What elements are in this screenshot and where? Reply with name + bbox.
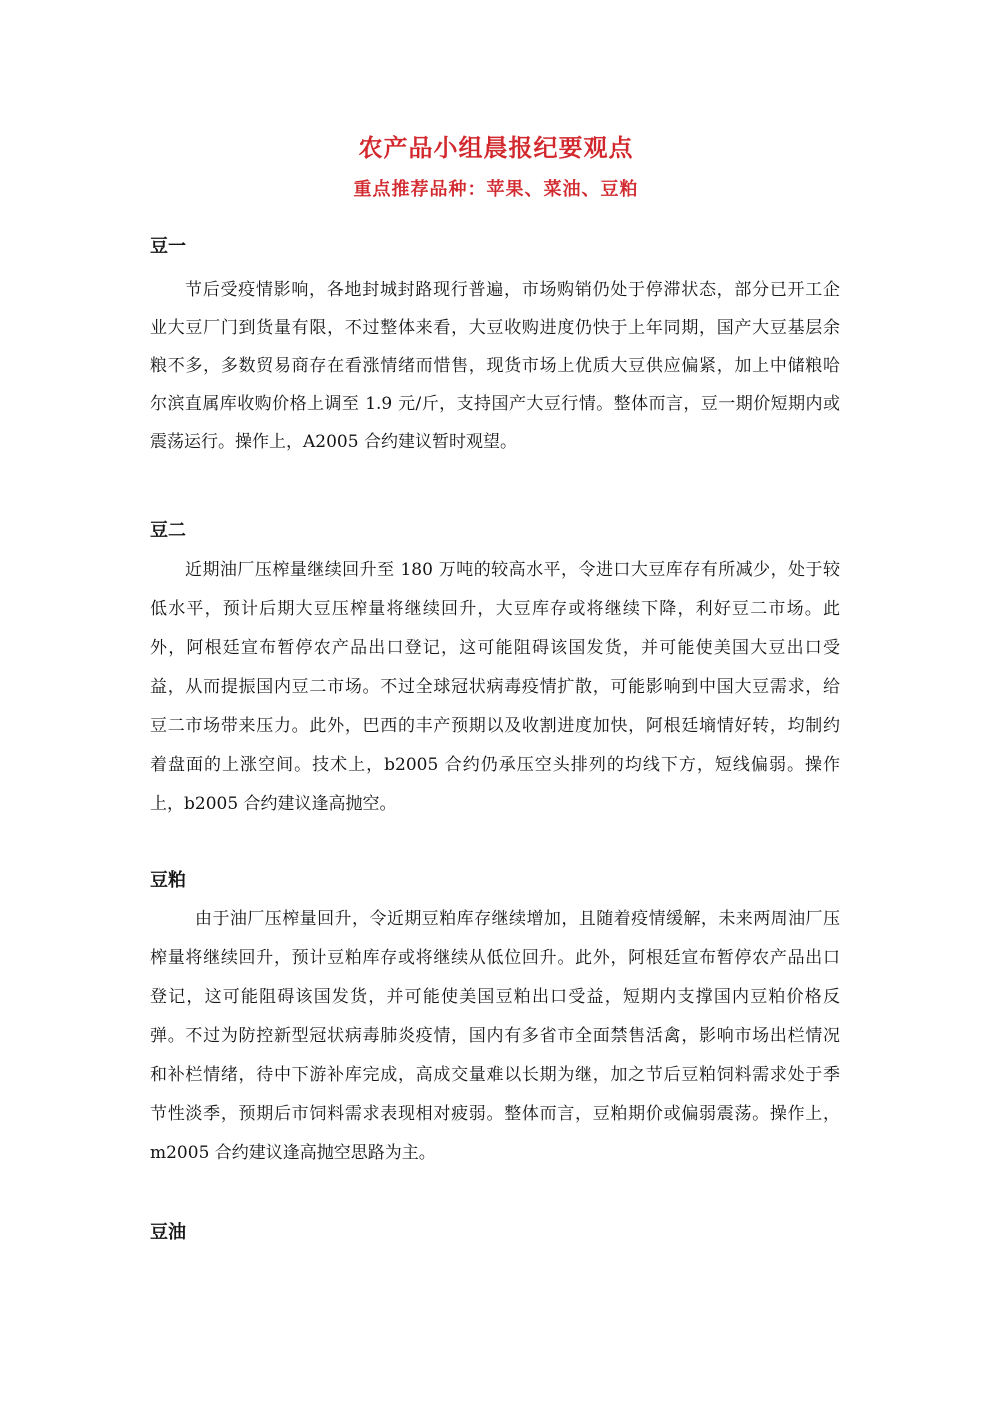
paragraph-line: m2005 合约建议逢高抛空思路为主。 (150, 1143, 436, 1163)
paragraph-line: 着盘面的上涨空间。技术上，b2005 合约仍承压空头排列的均线下方，短线偏弱。操作 (150, 755, 840, 775)
section-heading-dou-you: 豆油 (150, 1222, 186, 1243)
section-heading-dou-er: 豆二 (150, 520, 186, 541)
paragraph-line: 榨量将继续回升，预计豆粕库存或将继续从低位回升。此外，阿根廷宣布暂停农产品出口 (150, 948, 840, 968)
paragraph-line: 震荡运行。操作上，A2005 合约建议暂时观望。 (150, 432, 517, 452)
paragraph-line: 益，从而提振国内豆二市场。不过全球冠状病毒疫情扩散，可能影响到中国大豆需求，给 (150, 677, 840, 697)
paragraph-line: 低水平，预计后期大豆压榨量将继续回升，大豆库存或将继续下降，利好豆二市场。此 (150, 599, 840, 619)
paragraph-line: 节后受疫情影响，各地封城封路现行普遍，市场购销仍处于停滞状态，部分已开工企 (185, 280, 840, 300)
section-heading-dou-yi: 豆一 (150, 236, 186, 257)
paragraph-line: 节性淡季，预期后市饲料需求表现相对疲弱。整体而言，豆粕期价或偏弱震荡。操作上， (150, 1104, 840, 1124)
document-title: 农产品小组晨报纪要观点 (358, 133, 634, 162)
section-paragraph-dou-po (150, 900, 840, 1173)
paragraph-line: 由于油厂压榨量回升，令近期豆粕库存继续增加，且随着疫情缓解，未来两周油厂压 (195, 909, 840, 929)
paragraph-line: 业大豆厂门到货量有限，不过整体来看，大豆收购进度仍快于上年同期，国产大豆基层余 (150, 318, 840, 338)
paragraph-line: 豆二市场带来压力。此外，巴西的丰产预期以及收割进度加快，阿根廷墒情好转，均制约 (150, 716, 840, 736)
document-subtitle: 重点推荐品种：苹果、菜油、豆粕 (353, 179, 639, 200)
paragraph-line: 外，阿根廷宣布暂停农产品出口登记，这可能阻碍该国发货，并可能使美国大豆出口受 (150, 638, 840, 658)
paragraph-line: 登记，这可能阻碍该国发货，并可能使美国豆粕出口受益，短期内支撑国内豆粕价格反 (150, 987, 840, 1007)
paragraph-line: 尔滨直属库收购价格上调至 1.9 元/斤，支持国产大豆行情。整体而言，豆一期价短期内或 (150, 394, 840, 414)
paragraph-line: 上，b2005 合约建议逢高抛空。 (150, 794, 397, 814)
paragraph-line: 弹。不过为防控新型冠状病毒肺炎疫情，国内有多省市全面禁售活禽，影响市场出栏情况 (150, 1026, 840, 1046)
section-paragraph-dou-er (150, 551, 840, 824)
paragraph-line: 粮不多，多数贸易商存在看涨情绪而惜售，现货市场上优质大豆供应偏紧，加上中储粮哈 (150, 356, 840, 376)
section-paragraph-dou-yi (150, 271, 840, 461)
section-heading-dou-po: 豆粕 (150, 870, 186, 891)
paragraph-line: 近期油厂压榨量继续回升至 180 万吨的较高水平，令进口大豆库存有所减少，处于较 (185, 560, 840, 580)
paragraph-line: 和补栏情绪，待中下游补库完成，高成交量难以长期为继，加之节后豆粕饲料需求处于季 (150, 1065, 840, 1085)
